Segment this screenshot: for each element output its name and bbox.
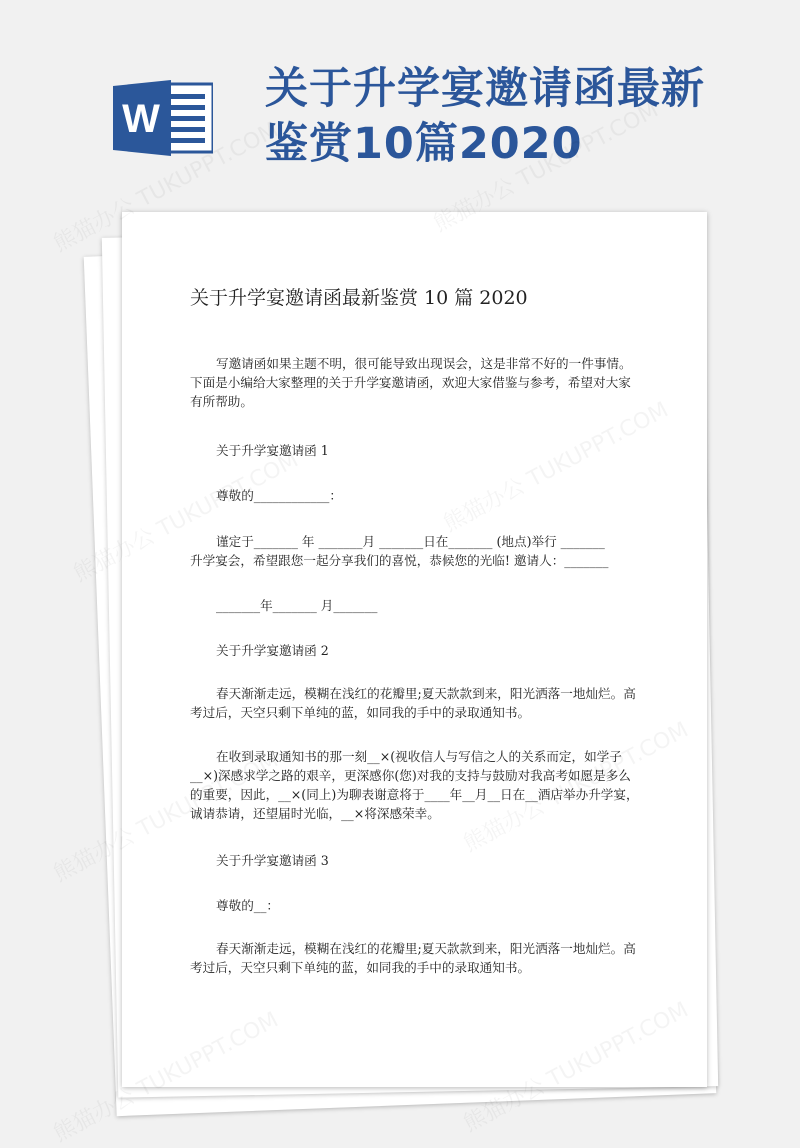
page-title-line2: 鉴赏10篇2020 bbox=[265, 119, 583, 169]
section3-salutation: 尊敬的__： bbox=[216, 898, 279, 913]
section2-paragraph2: 在收到录取通知书的那一刻__×(视收信人与写信之人的关系而定，如学子__×)深感求学之路的艰辛，更深感你(您)对我的支持与鼓励对我高考如愿是多么的重要，因此，__×(同上)为聊表谢意将于____年__月__日在__酒店举办升学宴，诚请恭请，还望届时光临，__×将深感荣幸。 bbox=[190, 749, 639, 821]
section3-heading: 关于升学宴邀请函 3 bbox=[216, 853, 329, 868]
section1-body-line2: 升学宴会，希望跟您一起分享我们的喜悦，恭候您的光临! 邀请人：_______ bbox=[190, 553, 609, 568]
word-icon-letter: W bbox=[122, 97, 160, 141]
page-title-line1: 关于升学宴邀请函最新 bbox=[265, 64, 705, 114]
document-title: 关于升学宴邀请函最新鉴赏 10 篇 2020 bbox=[190, 287, 528, 309]
header bbox=[0, 0, 800, 210]
word-icon bbox=[113, 80, 213, 156]
document-page bbox=[122, 212, 707, 1087]
section3-paragraph1: 春天渐渐走远，模糊在浅红的花瓣里;夏天款款到来，阳光洒落一地灿烂。高考过后，天空只剩下单纯的蓝，如同我的手中的录取通知书。 bbox=[190, 941, 636, 975]
section2-paragraph1: 春天渐渐走远，模糊在浅红的花瓣里;夏天款款到来，阳光洒落一地灿烂。高考过后，天空只剩下单纯的蓝，如同我的手中的录取通知书。 bbox=[190, 686, 636, 720]
section1-heading: 关于升学宴邀请函 1 bbox=[216, 443, 329, 458]
section2-heading: 关于升学宴邀请函 2 bbox=[216, 643, 329, 658]
section1-date-line: _______年_______ 月_______ bbox=[216, 598, 378, 613]
intro-paragraph: 写邀请函如果主题不明，很可能导致出现误会，这是非常不好的一件事情。下面是小编给大家整理的关于升学宴邀请函，欢迎大家借鉴与参考，希望对大家有所帮助。 bbox=[190, 356, 632, 409]
section1-body-line1: 谨定于_______ 年 _______月 _______日在_______ (地点)举行 _______ bbox=[216, 534, 605, 549]
section1-salutation: 尊敬的____________： bbox=[216, 488, 342, 503]
page-title bbox=[265, 62, 765, 172]
